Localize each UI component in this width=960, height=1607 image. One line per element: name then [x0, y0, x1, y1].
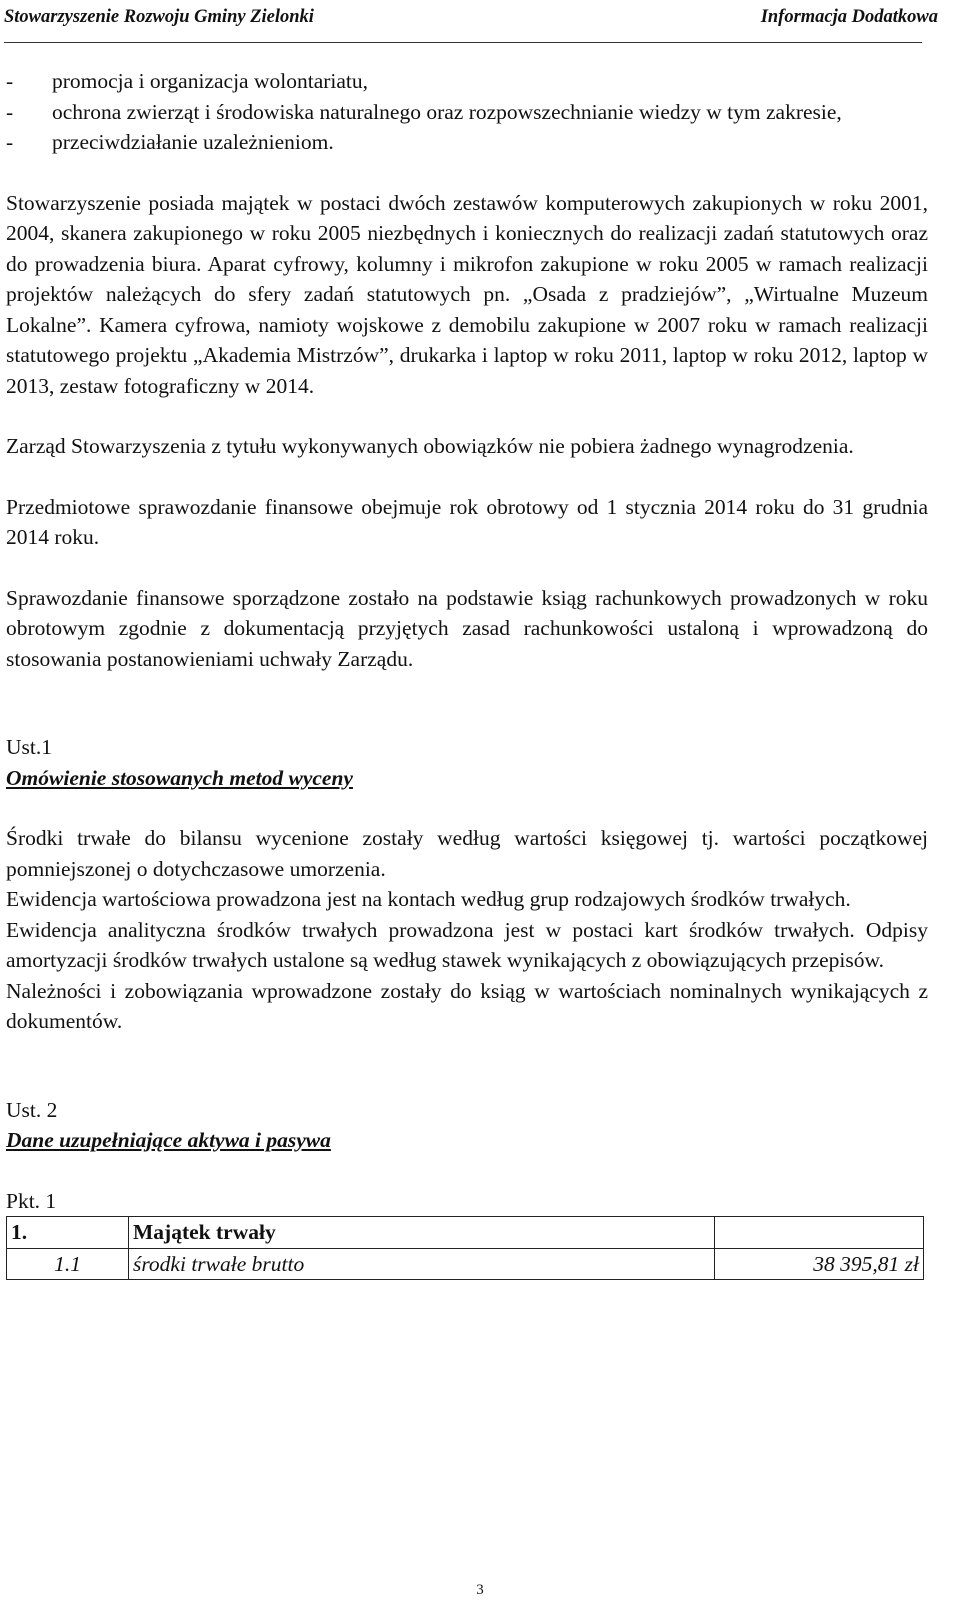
pkt-label: Pkt. 1 [6, 1188, 57, 1213]
table-cell-num: 1.1 [7, 1248, 129, 1280]
list-item-text: przeciwdziałanie uzależnieniom. [52, 130, 334, 154]
list-item-text: promocja i organizacja wolontariatu, [52, 69, 369, 93]
section2-title: Dane uzupełniające aktywa i pasywa [6, 1128, 331, 1152]
list-item [6, 66, 928, 97]
header-org-name: Stowarzyszenie Rozwoju Gminy Zielonki [4, 7, 314, 27]
list-item-text: ochrona zwierząt i środowiska naturalnego oraz rozpowszechnianie wiedzy w tym zakresie, [52, 99, 842, 124]
page-number: 3 [476, 1582, 484, 1598]
table-row [7, 1217, 924, 1249]
list-dash: - [6, 99, 14, 124]
section1-label: Ust.1 [6, 735, 52, 759]
paragraph-board: Zarząd Stowarzyszenia z tytułu wykonywanych obowiązków nie pobiera żadnego wynagrodzenia. [6, 434, 854, 458]
table-row [7, 1248, 924, 1280]
list-item [6, 97, 928, 128]
activity-list [6, 66, 928, 158]
paragraph-assets: Stowarzyszenie posiada majątek w postaci dwóch zestawów komputerowych zakupionych w roku 2001, 2004, skanera zakupionego w roku 2005 niezbędnych i koniecznych do realizacji zadań statutowych oraz do prowadzenia biura. Aparat cyfrowy, kolumny i mikrofon zakupione w roku 2005 w ramach realizacji projektów należących do sfery zadań statutowych pn. „Osada z pradziejów”, „Wirtualne Muzeum Lokalne”. Kamera cyfrowa, namioty wojskowe z demobilu zakupione w 2007 roku w ramach realizacji statutowego projektu „Akademia Mistrzów”, drukarka i laptop w roku 2011, laptop w roku 2012, laptop w 2013, zestaw fotograficzny w 2014. [6, 190, 928, 398]
table-cell-value [715, 1217, 924, 1249]
header-divider [4, 42, 922, 43]
table-cell-name: środki trwałe brutto [129, 1248, 715, 1280]
list-item [6, 127, 928, 158]
running-header [4, 0, 938, 36]
valuation-methods [6, 823, 928, 1037]
list-dash: - [6, 130, 14, 154]
page-body [6, 66, 928, 1280]
valuation-line: Środki trwałe do bilansu wycenione zostały według wartości księgowej tj. wartości początkowej pomniejszonej o dotychczasowe umorzenia. [6, 826, 928, 881]
table-cell-num: 1. [7, 1217, 129, 1249]
paragraph-period: Przedmiotowe sprawozdanie finansowe obejmuje rok obrotowy od 1 stycznia 2014 roku do 31 grudnia 2014 roku. [6, 494, 928, 549]
section1-title: Omówienie stosowanych metod wyceny [6, 765, 353, 790]
assets-table [6, 1216, 924, 1280]
table-cell-value: 38 395,81 zł [715, 1248, 924, 1280]
valuation-line: Ewidencja analityczna środków trwałych prowadzona jest w postaci kart środków trwałych. Odpisy amortyzacji środków trwałych ustalone są według stawek wynikających z obowiązujących przepisów. [6, 917, 928, 972]
table-cell-name: Majątek trwały [129, 1217, 715, 1249]
valuation-line: Należności i zobowiązania wprowadzone zostały do ksiąg w wartościach nominalnych wynikających z dokumentów. [6, 978, 928, 1033]
paragraph-basis: Sprawozdanie finansowe sporządzone zostało na podstawie ksiąg rachunkowych prowadzonych w roku obrotowym zgodnie z dokumentacją przyjętych zasad rachunkowości ustaloną i wprowadzoną do stosowania postanowieniami uchwały Zarządu. [6, 585, 928, 671]
valuation-line: Ewidencja wartościowa prowadzona jest na kontach według grup rodzajowych środków trwałych. [6, 887, 851, 911]
section2-label: Ust. 2 [6, 1097, 58, 1122]
header-doc-title: Informacja Dodatkowa [760, 7, 938, 27]
list-dash: - [6, 69, 14, 93]
